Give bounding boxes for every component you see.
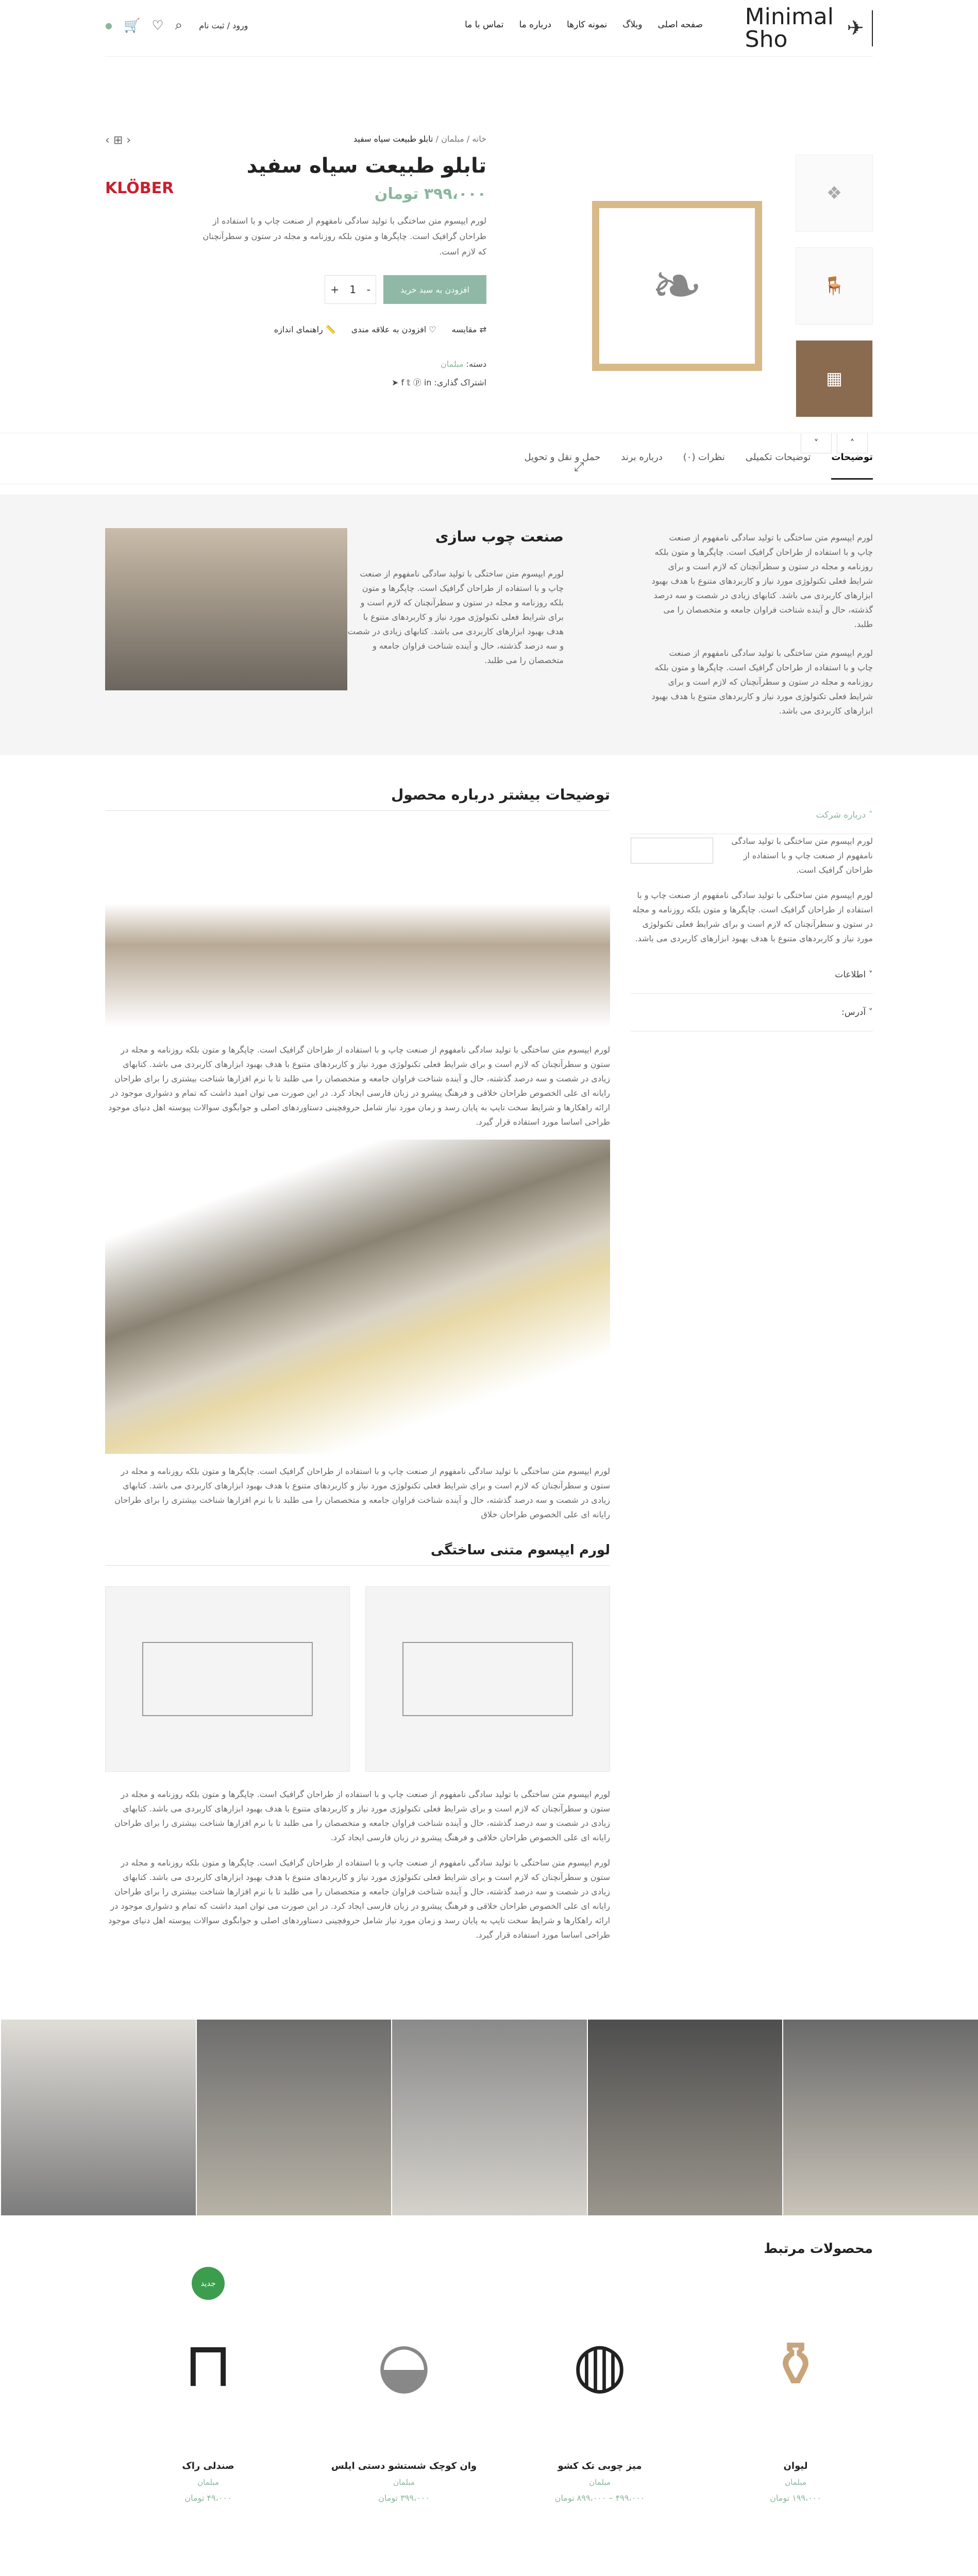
minus-icon[interactable]: - xyxy=(366,283,370,296)
sketch-gallery xyxy=(105,1586,610,1772)
facebook-icon[interactable]: f xyxy=(401,378,404,387)
breadcrumb-home[interactable]: خانه xyxy=(472,134,486,144)
header-actions xyxy=(105,18,248,33)
related-product-1[interactable]: ⚱ لیوان مبلمان ۱۹۹،۰۰۰ تومان xyxy=(718,2282,873,2503)
tab-additional-info[interactable]: توضیحات تکمیلی xyxy=(745,452,811,463)
tab-description[interactable]: توضیحات xyxy=(831,452,873,480)
expand-icon[interactable]: ⤢ xyxy=(574,460,584,474)
strip-photo-2 xyxy=(587,2020,783,2215)
chevron-left-icon[interactable]: ‹ xyxy=(105,134,110,147)
product-meta xyxy=(105,355,486,392)
nav-about[interactable]: درباره ما xyxy=(519,20,551,30)
sofa-image-1 xyxy=(105,821,610,1027)
accordion-info[interactable]: ˅ اطلاعات xyxy=(631,956,873,994)
breadcrumb: خانه / مبلمان / تابلو طبیعت سیاه سفید xyxy=(353,134,486,144)
share-label: اشتراک گذاری: xyxy=(434,378,486,387)
sofa-image-2 xyxy=(105,1140,610,1454)
telegram-icon[interactable]: ➤ xyxy=(391,378,399,387)
logo-mark-icon: ✈ xyxy=(839,10,873,46)
linkedin-icon[interactable]: in xyxy=(424,378,432,387)
wood-title: صنعت چوب سازی xyxy=(435,528,564,545)
rack-image: ⊓ xyxy=(184,2329,232,2401)
accordion-about[interactable]: ˄ درباره شرکت xyxy=(631,796,873,834)
tab-reviews[interactable]: نظرات (۰) xyxy=(683,452,725,463)
wishlist-link[interactable]: ♡ افزودن به علاقه مندی xyxy=(351,325,436,334)
chevron-right-icon[interactable]: › xyxy=(126,134,131,147)
wood-right-text: لورم ایپسوم متن ساختگی با تولید سادگی نامفهوم از صنعت چاپ و با استفاده از طراحان گرافیک است. چاپگرها و متون بلکه روزنامه و مجله در ستون و سطرآنچنان که لازم است و برای شرایط فعلی تکنولوژی مورد نیاز و کاربردهای متنوع با هدف بهبود ابزارهای کاربردی می باشد. کتابهای زیادی در شصت و سه درصد گذشته، حال و آینده شناخت فراوان جامعه و متخصصان را می طلبد. لورم ایپسوم متن ساختگی با تولید سادگی نامفهوم از صنعت چاپ و با استفاده از طراحان گرافیک است. چاپگرها و متون بلکه روزنامه و مجله در ستون و سطرآنچنان که لازم است و برای شرایط فعلی تکنولوژی مورد نیاز و کاربردهای متنوع با هدف بهبود ابزارهای کاربردی می باشد. xyxy=(651,533,873,716)
thumbnail-room[interactable]: ▦ xyxy=(796,340,873,417)
sketch-image-2 xyxy=(105,1586,350,1772)
wishlist-icon[interactable]: ♡ xyxy=(151,18,164,33)
chevron-up-icon[interactable]: ˄ xyxy=(837,433,868,453)
heart-icon: ♡ xyxy=(426,325,436,334)
logo-text: Minimal Sho xyxy=(745,4,834,53)
pinterest-icon[interactable]: ⓟ xyxy=(413,378,421,387)
category-link[interactable]: مبلمان xyxy=(441,359,464,369)
product-title: تابلو طبیعت سیاه سفید xyxy=(246,154,486,178)
tab-shipping[interactable]: حمل و نقل و تحویل xyxy=(524,452,601,463)
product-thumbnails xyxy=(796,155,873,453)
site-header xyxy=(105,0,873,57)
breadcrumb-current: تابلو طبیعت سیاه سفید xyxy=(353,134,433,144)
leaf-artwork: ❧ xyxy=(592,201,762,371)
strip-photo-1 xyxy=(782,2020,978,2215)
thumbnail-frame[interactable]: ❖ xyxy=(796,155,873,232)
quantity-value: 1 xyxy=(349,283,357,296)
sidebar xyxy=(631,796,873,1031)
more-description-section xyxy=(105,755,873,2020)
product-actions xyxy=(105,325,486,334)
more-description-p4: لورم ایپسوم متن ساختگی با تولید سادگی نامفهوم از صنعت چاپ و با استفاده از طراحان گرافیک است. چاپگرها و متون بلکه روزنامه و مجله در ستون و سطرآنچنان که لازم است و برای شرایط فعلی تکنولوژی مورد نیاز و کاربردهای متنوع با هدف بهبود ابزارهای کاربردی می باشد. کتابهای زیادی در شصت و سه درصد گذشته، حال و آینده شناخت فراوان جامعه و متخصصان را می طلبد تا با نرم افزارها شناخت بیشتری را برای طراحان رایانه ای علی الخصوص طراحان خلاقی و فرهنگ پیشرو در زبان فارسی ایجاد کرد. در این صورت می توان امید داشت که تمام و دشواری موجود در ارائه راهکارها و شرایط سخت تایپ به پایان رسد و زمان مورد نیاز شامل حروفچینی دستاوردهای اصلی و جوابگوی سوالات پیوسته اهل دنیای موجود طراحی اساسا مورد استفاده قرار گیرد. xyxy=(108,1858,610,1940)
wood-left-text: لورم ایپسوم متن ساختگی با تولید سادگی نامفهوم از صنعت چاپ و با استفاده از طراحان گرافیک است. چاپگرها و متون بلکه روزنامه و مجله در ستون و سطرآنچنان که لازم است و برای شرایط فعلی تکنولوژی مورد نیاز و کاربردهای متنوع با هدف بهبود ابزارهای کاربردی می باشد. کتابهای زیادی در شصت و سه درصد گذشته، حال و آینده شناخت فراوان جامعه و متخصصان را می طلبد. xyxy=(347,569,564,665)
main-nav xyxy=(465,20,703,30)
more-description-p3: لورم ایپسوم متن ساختگی با تولید سادگی نامفهوم از صنعت چاپ و با استفاده از طراحان گرافیک است. چاپگرها و متون بلکه روزنامه و مجله در ستون و سطرآنچنان که لازم است و برای شرایط فعلی تکنولوژی مورد نیاز و کاربردهای متنوع با هدف بهبود ابزارهای کاربردی می باشد. کتابهای زیادی در شصت و سه درصد گذشته، حال و آینده شناخت فراوان جامعه و متخصصان را می طلبد تا با نرم افزارها شناخت بیشتری را برای طراحان رایانه ای علی الخصوص طراحان خلاقی و فرهنگ پیشرو در زبان فارسی ایجاد کرد. xyxy=(114,1789,610,1842)
lamp-image: ◍ xyxy=(572,2329,627,2401)
chevron-down-icon[interactable]: ˅ xyxy=(801,433,832,453)
grid-icon[interactable]: ⊞ xyxy=(113,134,123,147)
login-link[interactable]: ورود / ثبت نام xyxy=(199,21,248,30)
accordion-address[interactable]: ˅ آدرس: xyxy=(631,994,873,1031)
about-image xyxy=(631,838,713,863)
related-product-3[interactable]: ◒ وان کوچک شستشو دستی ایلس مبلمان ۳۹۹،۰۰۰ تومان xyxy=(327,2282,481,2503)
strip-photo-4 xyxy=(196,2020,392,2215)
ruler-icon: 📏 xyxy=(323,325,336,334)
about-content: لورم ایپسوم متن ساختگی با تولید سادگی نامفهوم از صنعت چاپ و با استفاده از طراحان گرافیک است. لورم ایپسوم متن ساختگی با تولید سادگی نامفهوم از صنعت چاپ و با استفاده از طراحان گرافیک است. چاپگرها و متون بلکه روزنامه و مجله در ستون و سطرآنچنان که لازم است و برای شرایط فعلی تکنولوژی مورد نیاز و کاربردهای متنوع با هدف بهبود ابزارهای کاربردی می باشد. xyxy=(631,834,873,956)
brand-logo[interactable]: KLÖBER xyxy=(105,179,174,197)
size-guide-link[interactable]: 📏 راهنمای اندازه xyxy=(274,325,336,334)
product-price: ۳۹۹،۰۰۰ تومان xyxy=(374,185,486,203)
lorem-title: لورم ایپسوم متنی ساختگی xyxy=(105,1543,610,1566)
twitter-icon[interactable]: 𝕥 xyxy=(407,378,411,387)
nav-contact[interactable]: تماس با ما xyxy=(464,20,504,30)
tab-brand[interactable]: درباره برند xyxy=(621,452,663,463)
main-product-image[interactable] xyxy=(574,155,780,474)
thumbnail-chair[interactable]: 🪑 xyxy=(796,247,873,325)
strip-photo-3 xyxy=(391,2020,587,2215)
wood-industry-section xyxy=(0,495,978,755)
cart-icon[interactable]: 🛒 xyxy=(123,18,141,33)
sketch-image-1 xyxy=(365,1586,610,1772)
product-tabs xyxy=(0,433,978,484)
nav-portfolio[interactable]: نمونه کارها xyxy=(566,20,608,30)
breadcrumb-category[interactable]: مبلمان xyxy=(441,134,464,144)
category-label: دسته: xyxy=(466,359,486,369)
more-description-p1: لورم ایپسوم متن ساختگی با تولید سادگی نامفهوم از صنعت چاپ و با استفاده از طراحان گرافیک است. چاپگرها و متون بلکه روزنامه و مجله در ستون و سطرآنچنان که لازم است و برای شرایط فعلی تکنولوژی مورد نیاز و کاربردهای متنوع با هدف بهبود ابزارهای کاربردی می باشد. کتابهای زیادی در شصت و سه درصد گذشته، حال و آینده شناخت فراوان جامعه و متخصصان را می طلبد تا با نرم افزارها شناخت بیشتری را برای طراحان رایانه ای علی الخصوص طراحان خلاقی و فرهنگ پیشرو در زبان فارسی ایجاد کرد. در این صورت می توان امید داشت که تمام و دشواری موجود در ارائه راهکارها و شرایط سخت تایپ به پایان رسد و زمان مورد نیاز شامل حروفچینی دستاوردهای اصلی و جوابگوی سوالات پیوسته اهل دنیای موجود طراحی اساسا مورد استفاده قرار گیرد. xyxy=(108,1045,610,1127)
related-product-2[interactable]: ◍ میز چوبی تک کشو مبلمان ۴۹۹،۰۰۰ – ۸۹۹،۰۰۰ تومان xyxy=(522,2282,677,2503)
nav-blog[interactable]: وبلاگ xyxy=(622,20,643,30)
plus-icon[interactable]: + xyxy=(330,283,339,296)
nav-home[interactable]: صفحه اصلی xyxy=(657,20,703,30)
bowl-image: ◒ xyxy=(377,2329,431,2401)
vase-image: ⚱ xyxy=(769,2329,822,2401)
site-logo[interactable] xyxy=(739,4,873,53)
more-description-p2: لورم ایپسوم متن ساختگی با تولید سادگی نامفهوم از صنعت چاپ و با استفاده از طراحان گرافیک است. چاپگرها و متون بلکه روزنامه و مجله در ستون و سطرآنچنان که لازم است و برای شرایط فعلی تکنولوژی مورد نیاز و کاربردهای متنوع با هدف بهبود ابزارهای کاربردی می باشد. کتابهای زیادی در شصت و سه درصد گذشته، حال و آینده شناخت فراوان جامعه و متخصصان را می طلبد تا با نرم افزارها شناخت بیشتری را برای طراحان رایانه ای علی الخصوص طراحان خلاق xyxy=(114,1466,610,1519)
strip-photo-5 xyxy=(0,2020,196,2215)
cart-count-icon[interactable]: ● xyxy=(105,21,112,30)
compare-link[interactable]: ⇄ مقایسه xyxy=(451,325,486,334)
product-info xyxy=(105,134,486,392)
main-description xyxy=(105,786,610,1942)
living-room-image xyxy=(105,528,347,690)
product-short-description: لورم ایپسوم متن ساختگی با تولید سادگی نامفهوم از صنعت چاپ و با استفاده از طراحان گرافیک است. چاپگرها و متون بلکه روزنامه و مجله در ستون و سطرآنچنان که لازم است. xyxy=(203,216,486,257)
cart-row xyxy=(105,275,486,304)
photo-strip xyxy=(0,2020,978,2215)
new-badge: جدید xyxy=(192,2267,225,2300)
search-icon[interactable]: ⌕ xyxy=(175,18,183,33)
related-title: محصولات مرتبط xyxy=(764,2241,873,2257)
quantity-stepper[interactable] xyxy=(325,275,376,304)
more-description-title: توضیحات بیشتر درباره محصول xyxy=(105,786,610,811)
product-nav-arrows xyxy=(105,134,131,147)
compare-icon: ⇄ xyxy=(477,325,486,334)
related-product-4[interactable]: جدید ⊓ صندلی راک مبلمان ۴۹،۰۰۰ تومان xyxy=(131,2282,285,2503)
add-to-cart-button[interactable]: افزودن به سبد خرید xyxy=(383,275,486,304)
